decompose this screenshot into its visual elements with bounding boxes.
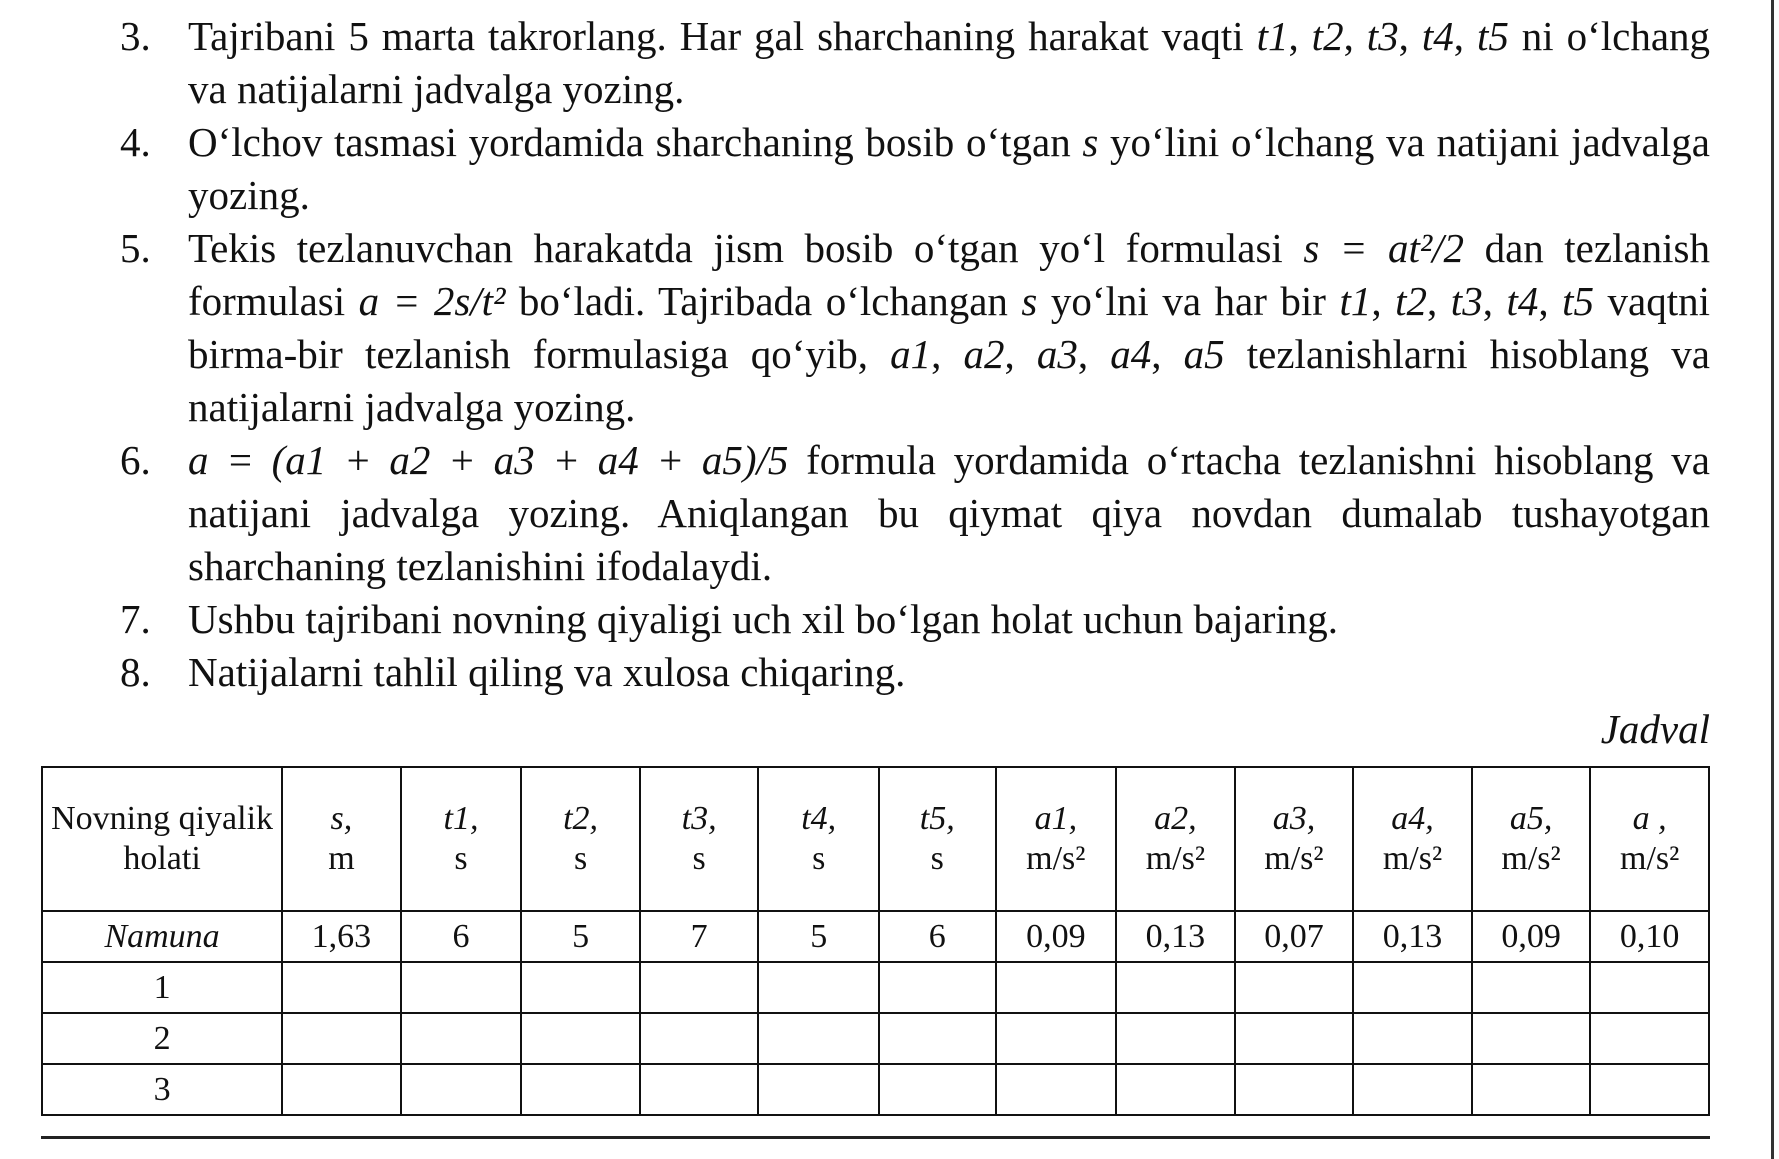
header-cell: a4, m/s² <box>1353 767 1472 911</box>
table-cell: 5 <box>758 911 879 962</box>
table-cell <box>1590 962 1709 1013</box>
bottom-divider <box>41 1136 1710 1139</box>
table-cell <box>401 1013 522 1064</box>
table-cell <box>401 1064 522 1115</box>
header-cell: t3, s <box>640 767 759 911</box>
table-cell <box>758 1013 879 1064</box>
table-caption: Jadval <box>1600 706 1710 752</box>
step-7 <box>120 593 1710 646</box>
table-cell <box>640 962 759 1013</box>
row-label: Namuna <box>42 911 282 962</box>
step-text: Tekis tezlanuvchan harakatda jism bosib o‘tgan yo‘l formulasi s = at²/2 dan tezlanish formulasi a = 2s/t² bo‘ladi. Tajribada o‘lchangan s yo‘lni va har bir t1, t2, t3, t4, t5 vaqtni birma-bir tezlanish formulasiga qo‘yib, a1, a2, a3, a4, a5 tezlanishlarni hisoblang va natijalarni jadvalga yozing. <box>188 225 1711 430</box>
table-cell: 0,07 <box>1235 911 1354 962</box>
step-text: Ushbu tajribani novning qiyaligi uch xil bo‘lgan holat uchun bajaring. <box>188 596 1339 642</box>
table-cell: 6 <box>401 911 522 962</box>
table-cell <box>282 962 401 1013</box>
step-number: 3. <box>120 13 151 59</box>
step-8 <box>120 646 1710 699</box>
table-cell <box>996 1064 1117 1115</box>
step-text: Natijalarni tahlil qiling va xulosa chiqaring. <box>188 649 906 695</box>
table-cell: 6 <box>879 911 996 962</box>
table-cell <box>1472 962 1591 1013</box>
table-cell <box>1353 1013 1472 1064</box>
table-cell <box>879 1013 996 1064</box>
step-3 <box>120 10 1710 116</box>
header-cell: a5, m/s² <box>1472 767 1591 911</box>
header-cell: a3, m/s² <box>1235 767 1354 911</box>
table-cell: 0,13 <box>1353 911 1472 962</box>
table-cell <box>640 1064 759 1115</box>
table-cell <box>879 962 996 1013</box>
results-table <box>41 766 1710 1116</box>
table-cell <box>1353 962 1472 1013</box>
header-cell: t5, s <box>879 767 996 911</box>
table-cell: 0,09 <box>1472 911 1591 962</box>
table-cell <box>996 962 1117 1013</box>
table-cell <box>1353 1064 1472 1115</box>
step-6 <box>120 434 1710 593</box>
header-cell: a2, m/s² <box>1116 767 1235 911</box>
table-cell <box>282 1064 401 1115</box>
header-cell-condition: Novning qiyalik holati <box>42 767 282 911</box>
header-cell: a , m/s² <box>1590 767 1709 911</box>
step-number: 5. <box>120 225 151 271</box>
table-cell <box>1235 1013 1354 1064</box>
table-cell <box>1590 1013 1709 1064</box>
header-cell: t2, s <box>521 767 640 911</box>
table-cell <box>1116 1064 1235 1115</box>
table-cell: 5 <box>521 911 640 962</box>
step-number: 4. <box>120 119 151 165</box>
table-cell <box>996 1013 1117 1064</box>
table-cell <box>1116 962 1235 1013</box>
table-cell: 7 <box>640 911 759 962</box>
table-cell: 0,09 <box>996 911 1117 962</box>
header-cell: s, m <box>282 767 401 911</box>
table-cell <box>1472 1013 1591 1064</box>
table-row <box>42 1013 1709 1064</box>
header-cell: t4, s <box>758 767 879 911</box>
table-cell <box>521 1064 640 1115</box>
page-edge-line <box>1771 0 1774 1159</box>
table-cell: 0,13 <box>1116 911 1235 962</box>
step-text: Tajribani 5 marta takrorlang. Har gal sharchaning harakat vaqti t1, t2, t3, t4, t5 ni o‘lchang va natijalarni jadvalga yozing. <box>188 13 1711 112</box>
table-row <box>42 911 1709 962</box>
header-cell: a1, m/s² <box>996 767 1117 911</box>
table-cell <box>1116 1013 1235 1064</box>
table-cell <box>640 1013 759 1064</box>
table-cell <box>1235 962 1354 1013</box>
row-label: 3 <box>42 1064 282 1115</box>
table-row <box>42 962 1709 1013</box>
row-label: 1 <box>42 962 282 1013</box>
table-cell: 0,10 <box>1590 911 1709 962</box>
table-row <box>42 1064 1709 1115</box>
step-text: O‘lchov tasmasi yordamida sharchaning bosib o‘tgan s yo‘lini o‘lchang va natijani jadvalga yozing. <box>188 119 1710 218</box>
step-number: 8. <box>120 649 151 695</box>
row-label: 2 <box>42 1013 282 1064</box>
table-cell <box>282 1013 401 1064</box>
step-5 <box>120 222 1710 434</box>
header-cell: t1, s <box>401 767 522 911</box>
table-cell <box>1590 1064 1709 1115</box>
step-number: 6. <box>120 437 151 483</box>
table-header-row <box>42 767 1709 911</box>
table-cell <box>521 962 640 1013</box>
table-cell <box>758 1064 879 1115</box>
table-cell <box>1472 1064 1591 1115</box>
table-cell <box>758 962 879 1013</box>
table-cell <box>1235 1064 1354 1115</box>
instruction-steps <box>120 10 1710 699</box>
table-cell: 1,63 <box>282 911 401 962</box>
table-cell <box>879 1064 996 1115</box>
table-cell <box>401 962 522 1013</box>
table-cell <box>521 1013 640 1064</box>
step-number: 7. <box>120 596 151 642</box>
step-4 <box>120 116 1710 222</box>
step-text: a = (a1 + a2 + a3 + a4 + a5)/5 formula yordamida o‘rtacha tezlanishni hisoblang va natijani jadvalga yozing. Aniqlangan bu qiymat qiya novdan dumalab tushayotgan sharchaning tezlanishini ifodalaydi. <box>188 437 1710 589</box>
